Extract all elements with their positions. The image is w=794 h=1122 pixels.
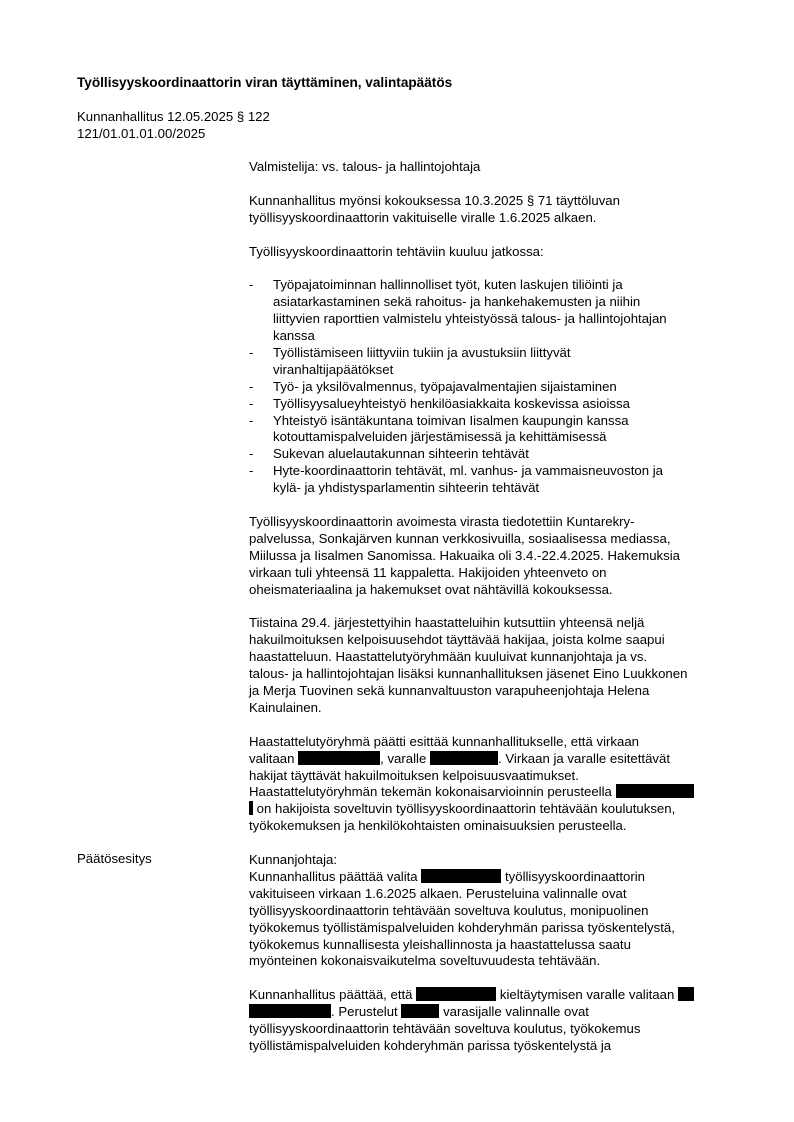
text-line: oheismateriaalina ja hakemukset ovat nähtävillä kokouksessa. xyxy=(249,581,613,597)
redaction-box xyxy=(678,987,694,1001)
document-title: Työllisyyskoordinaattorin viran täyttäminen, valintapäätös xyxy=(77,75,453,90)
text-line: liittyvien raporttien valmistelu yhteistyössä talous- ja hallintojohtajan xyxy=(273,311,667,327)
paragraph-application xyxy=(249,514,749,599)
meeting-reference: Kunnanhallitus 12.05.2025 § 122 xyxy=(77,109,270,124)
text-line: kotouttamispalveluiden järjestämisessä ja kehittämisessä xyxy=(273,429,607,445)
text-fragment: kieltäytymisen varalle valitaan xyxy=(499,987,675,1003)
paragraph-decision xyxy=(249,852,749,970)
tasks-intro: Työllisyyskoordinaattorin tehtäviin kuuluu jatkossa: xyxy=(249,243,544,259)
redaction-box xyxy=(416,987,496,1001)
text-fragment: Kunnanhallitus päättää, että xyxy=(249,987,413,1003)
text-line: Työllistämiseen liittyviin tukiin ja avustuksiin liittyvät xyxy=(273,344,571,360)
text-line: hakijat täyttävät hakuilmoituksen kelpoisuusvaatimukset. xyxy=(249,767,579,783)
text-fragment: . Perustelut xyxy=(331,1004,398,1020)
record-number: 121/01.01.01.00/2025 xyxy=(77,125,206,141)
text-line: viranhaltijapäätökset xyxy=(273,361,394,377)
text-line: kylä- ja yhdistysparlamentin sihteerin tehtävät xyxy=(273,480,540,496)
text-line: myönteinen kokonaisvaikutelma soveltuvuudesta tehtävään. xyxy=(249,953,601,969)
decision-label: Päätösesitys xyxy=(77,851,152,866)
decision-proposer: Kunnanjohtaja: xyxy=(249,852,337,868)
paragraph-interview xyxy=(249,615,749,716)
text-line: Kunnanhallitus myönsi kokouksessa 10.3.2025 § 71 täyttöluvan xyxy=(249,192,620,208)
text-line: Haastattelutyöryhmä päätti esittää kunnanhallitukselle, että virkaan xyxy=(249,733,639,749)
text-line: talous- ja hallintojohtajan lisäksi kunnanhallituksen jäsenet Eino Luukkonen xyxy=(249,666,688,682)
document-meta xyxy=(77,109,270,142)
paragraph-permit xyxy=(249,193,749,227)
text-line: Yhteistyö isäntäkuntana toimivan Iisalmen kaupungin kanssa xyxy=(273,412,629,428)
text-line: Työ- ja yksilövalmennus, työpajavalmentajien sijaistaminen xyxy=(273,378,617,394)
list-item: - Työllistämiseen liittyviin tukiin ja avustuksiin liittyvät viranhaltijapäätökset xyxy=(249,345,749,379)
text-fragment: Haastattelutyöryhmän tekemän kokonaisarvioinnin perusteella xyxy=(249,784,612,800)
text-line xyxy=(249,801,749,818)
text-line: Sukevan aluelautakunnan sihteerin tehtävät xyxy=(273,446,529,462)
text-line: vakituiseen virkaan 1.6.2025 alkaen. Perusteluina valinnalle ovat xyxy=(249,885,627,901)
text-line: työkokemuksen ja henkilökohtaisten ominaisuuksien perusteella. xyxy=(249,818,627,834)
text-line: Työllisyysalueyhteistyö henkilöasiakkaita koskevissa asioissa xyxy=(273,395,630,411)
text-line: asiatarkastaminen sekä rahoitus- ja hankehakemusten ja niihin xyxy=(273,294,641,310)
list-item: - Työllisyysalueyhteistyö henkilöasiakkaita koskevissa asioissa xyxy=(249,396,749,413)
list-item: - Työpajatoiminnan hallinnolliset työt, kuten laskujen tiliöinti ja asiatarkastaminen sekä rahoitus- ja hankehakemusten ja niihin liittyvien raporttien valmistelu yhteistyössä talous- ja hallintojohtajan kanssa xyxy=(249,277,749,345)
text-line: työllistämispalveluiden kohderyhmän parissa työskentelystä ja xyxy=(249,1038,612,1053)
task-list xyxy=(249,277,749,497)
list-item: - Työ- ja yksilövalmennus, työpajavalmentajien sijaistaminen xyxy=(249,379,749,396)
text-fragment: valitaan xyxy=(249,750,295,766)
redaction-box xyxy=(616,784,694,798)
text-fragment: työllisyyskoordinaattorin xyxy=(504,868,645,884)
text-line: palvelussa, Sonkajärven kunnan verkkosivuilla, sosiaalisessa mediassa, xyxy=(249,530,671,546)
list-item: - Sukevan aluelautakunnan sihteerin tehtävät xyxy=(249,446,749,463)
body-column xyxy=(249,159,749,1072)
text-line: työkokemus työllistämispalveluiden kohderyhmän parissa työskentelystä, xyxy=(249,919,675,935)
text-line: ja Merja Tuovinen sekä kunnanvaltuuston varapuheenjohtaja Helena xyxy=(249,683,650,699)
redaction-box xyxy=(249,801,253,815)
text-line: Hyte-koordinaattorin tehtävät, ml. vanhus- ja vammaisneuvoston ja xyxy=(273,463,663,479)
text-fragment: , varalle xyxy=(380,750,427,766)
text-fragment: varasijalle valinnalle ovat xyxy=(443,1004,589,1020)
text-line: Miilussa ja Iisalmen Sanomissa. Hakuaika oli 3.4.-22.4.2025. Hakemuksia xyxy=(249,547,680,563)
text-line xyxy=(249,751,749,768)
text-line: haastatteluun. Haastattelutyöryhmään kuuluivat kunnanjohtaja ja vs. xyxy=(249,649,648,665)
text-line: Työpajatoiminnan hallinnolliset työt, kuten laskujen tiliöinti ja xyxy=(273,277,623,293)
text-line: työkokemus kunnallisesta yleishallinnosta ja haastattelussa saatu xyxy=(249,936,631,952)
list-item: - Hyte-koordinaattorin tehtävät, ml. vanhus- ja vammaisneuvoston ja kylä- ja yhdistysparlamentin sihteerin tehtävät xyxy=(249,463,749,497)
text-line: työllisyyskoordinaattorin tehtävään soveltuva koulutus, monipuolinen xyxy=(249,902,649,918)
redaction-box xyxy=(401,1004,439,1018)
text-line: Kainulainen. xyxy=(249,699,322,715)
text-line: Tiistaina 29.4. järjestettyihin haastatteluihin kutsuttiin yhteensä neljä xyxy=(249,615,645,631)
text-line xyxy=(249,784,749,801)
redaction-box xyxy=(430,751,498,765)
text-fragment: . Virkaan ja varalle esitettävät xyxy=(498,750,671,766)
preparer-line: Valmistelija: vs. talous- ja hallintojohtaja xyxy=(249,159,481,174)
text-line: kanssa xyxy=(273,328,315,344)
text-line xyxy=(249,1004,749,1021)
paragraph-group-decision xyxy=(249,734,749,835)
text-line: virkaan tuli yhteensä 11 kappaletta. Hakijoiden yhteenveto on xyxy=(249,564,607,580)
text-line: työllisyyskoordinaattorin tehtävään soveltuva koulutus, työkokemus xyxy=(249,1021,641,1037)
redaction-box xyxy=(298,751,380,765)
paragraph-reserve xyxy=(249,987,749,1055)
redaction-box xyxy=(249,1004,331,1018)
text-line: Työllisyyskoordinaattorin avoimesta virasta tiedotettiin Kuntarekry- xyxy=(249,513,635,529)
text-line xyxy=(249,987,749,1004)
text-fragment: Kunnanhallitus päättää valita xyxy=(249,868,418,884)
text-line: työllisyyskoordinaattorin vakituiselle viralle 1.6.2025 alkaen. xyxy=(249,209,597,225)
list-item: - Yhteistyö isäntäkuntana toimivan Iisalmen kaupungin kanssa kotouttamispalveluiden järjestämisessä ja kehittämisessä xyxy=(249,413,749,447)
text-line: hakuilmoituksen kelpoisuusehdot täyttävää hakijaa, joista kolme saapui xyxy=(249,632,665,648)
text-line xyxy=(249,869,749,886)
redaction-box xyxy=(421,869,501,883)
text-fragment: on hakijoista soveltuvin työllisyyskoordinaattorin tehtävään koulutuksen, xyxy=(256,801,676,817)
